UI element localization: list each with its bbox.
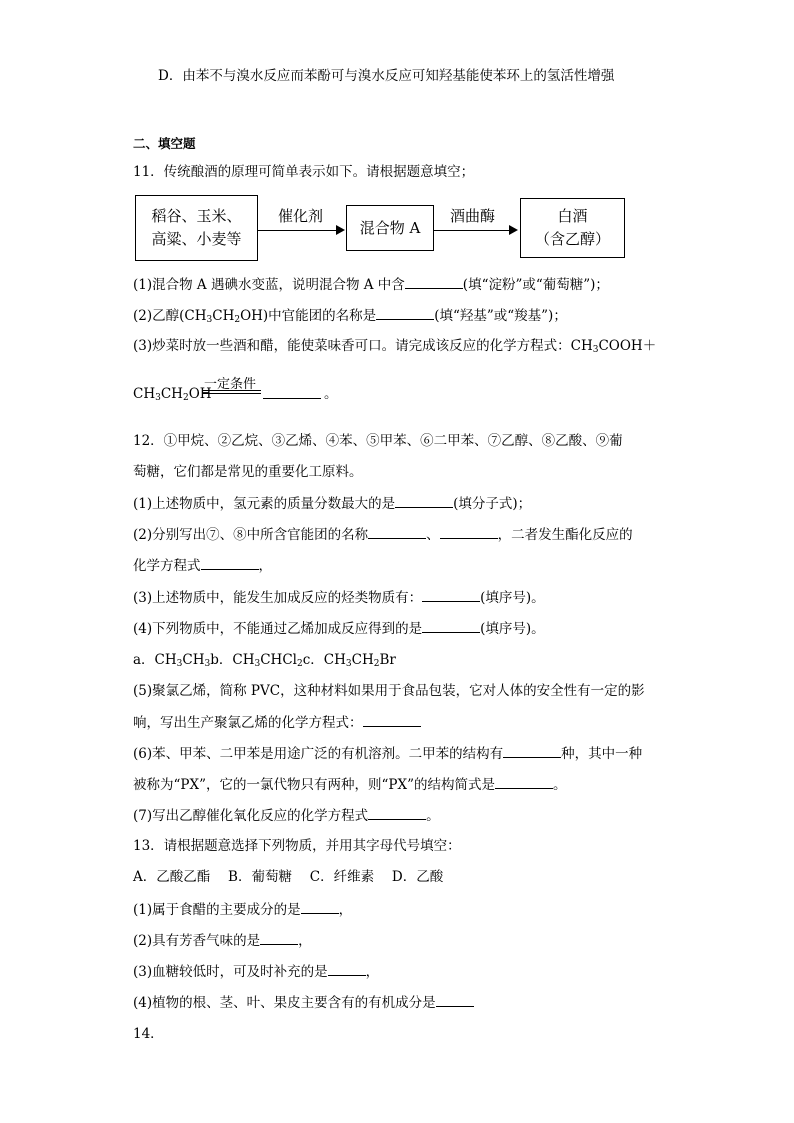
- answer-blank[interactable]: [440, 525, 498, 539]
- flow-box-liquor-line1: 白酒: [557, 207, 588, 225]
- answer-blank[interactable]: [328, 962, 366, 976]
- flow-arrow1-head: [336, 225, 345, 235]
- q13-options: A．乙酸乙酯 B．葡萄糖 C．纤维素 D．乙酸: [133, 869, 444, 885]
- answer-blank[interactable]: [405, 275, 463, 289]
- flow-box-grains-line1: 稻谷、玉米、: [151, 207, 242, 225]
- flow-arrow2-label: 酒曲酶: [450, 207, 496, 225]
- q11-part2: (2)乙醇$(CH_3CH_2OH)$中官能团的名称是 (填“羟基”或“羧基”)；: [133, 308, 567, 325]
- q14-stem: 14．: [133, 1026, 164, 1042]
- flow-box-grains-line2: 高粱、小麦等: [151, 230, 242, 248]
- flow-box-liquor: [520, 198, 625, 258]
- flow-arrow1-label: 催化剂: [278, 207, 324, 225]
- reaction-arrow-line: [203, 393, 261, 394]
- answer-blank[interactable]: [363, 713, 421, 727]
- answer-blank[interactable]: [263, 385, 321, 399]
- answer-blank[interactable]: [301, 900, 339, 914]
- q13-stem: 13．请根据题意选择下列物质，并用其字母代号填空：: [133, 838, 461, 854]
- flow-box-mixture-label: 混合物 A: [359, 218, 421, 237]
- flow-arrow2: [434, 230, 511, 231]
- answer-blank[interactable]: [201, 556, 259, 570]
- q12-part6: (6)苯、甲苯、二甲苯是用途广泛的有机溶剂。二甲苯的结构有 种，其中一种: [133, 746, 643, 762]
- answer-blank[interactable]: [436, 993, 474, 1007]
- q12-part7: (7)写出乙醇催化氧化反应的化学方程式 。: [133, 808, 440, 824]
- q12-part5: (5)聚氯乙烯，简称 PVC，这种材料如果用于食品包装，它对人体的安全性有一定的影: [133, 683, 645, 699]
- q12-stem-line1: 12．①甲烷、②乙烷、③乙烯、④苯、⑤甲苯、⑥二甲苯、⑦乙醇、⑧乙酸、⑨葡: [133, 433, 623, 449]
- q12-part4-options: a．$CH_3CH_3b$．$CH_3CHCl_2c$．$CH_3CH_2Br$: [133, 652, 396, 669]
- answer-blank[interactable]: [422, 619, 480, 633]
- q11-stem: 11．传统酿酒的原理可简单表示如下。请根据题意填空；: [133, 164, 475, 180]
- answer-blank[interactable]: [368, 806, 426, 820]
- answer-blank[interactable]: [376, 306, 434, 320]
- q11-part3-end: 。: [324, 386, 338, 402]
- reaction-arrow-line: [203, 390, 261, 391]
- flow-arrow1: [258, 230, 338, 231]
- q12-part6-cont: 被称为“PX”，它的一氯代物只有两种，则“PX”的结构简式是 。: [133, 777, 567, 793]
- reaction-condition: 一定条件: [204, 377, 257, 392]
- q13-part3: (3)血糖较低时，可及时补充的是 ，: [133, 964, 380, 980]
- section-title: 二、填空题: [133, 136, 196, 151]
- q12-part5-cont: 响，写出生产聚氯乙烯的化学方程式：: [133, 713, 421, 732]
- flow-arrow2-head: [509, 225, 518, 235]
- q13-part1: (1)属于食醋的主要成分的是 ，: [133, 902, 353, 918]
- answer-blank[interactable]: [260, 931, 298, 945]
- answer-blank[interactable]: [422, 588, 480, 602]
- answer-blank[interactable]: [395, 494, 453, 508]
- q12-part3: (3)上述物质中，能发生加成反应的烃类物质有： (填序号)。: [133, 590, 545, 606]
- q12-part4: (4)下列物质中，不能通过乙烯加成反应得到的是 (填序号)。: [133, 621, 545, 637]
- answer-blank[interactable]: [495, 775, 553, 789]
- q12-part1: (1)上述物质中，氢元素的质量分数最大的是 (填分子式)；: [133, 496, 532, 512]
- q11-part3-equation: $CH_3CH_2OH$: [133, 386, 212, 403]
- flow-box-liquor-line2: （含乙醇）: [534, 230, 610, 248]
- answer-blank[interactable]: [503, 744, 561, 758]
- q13-part2: (2)具有芳香气味的是 ，: [133, 933, 312, 949]
- q10-option-d: D．由苯不与溴水反应而苯酚可与溴水反应可知羟基能使苯环上的氢活性增强: [158, 68, 615, 84]
- q13-part4: (4)植物的根、茎、叶、果皮主要含有的有机成分是: [133, 993, 474, 1012]
- q11-part3: (3)炒菜时放一些酒和醋，能使菜味香可口。请完成该反应的化学方程式：$CH_3COOH+$: [133, 338, 657, 355]
- q12-part2-cont: 化学方程式 ，: [133, 558, 272, 574]
- flow-box-mixture: [346, 205, 434, 251]
- answer-blank[interactable]: [368, 525, 426, 539]
- q12-part2: (2)分别写出⑦、⑧中所含官能团的名称 、 ，二者发生酯化反应的: [133, 527, 633, 543]
- flow-box-grains: [135, 195, 258, 261]
- q11-part1: (1)混合物 A 遇碘水变蓝，说明混合物 A 中含 (填“淀粉”或“葡萄糖”)；: [133, 277, 609, 293]
- q12-stem-line2: 萄糖，它们都是常见的重要化工原料。: [133, 464, 363, 480]
